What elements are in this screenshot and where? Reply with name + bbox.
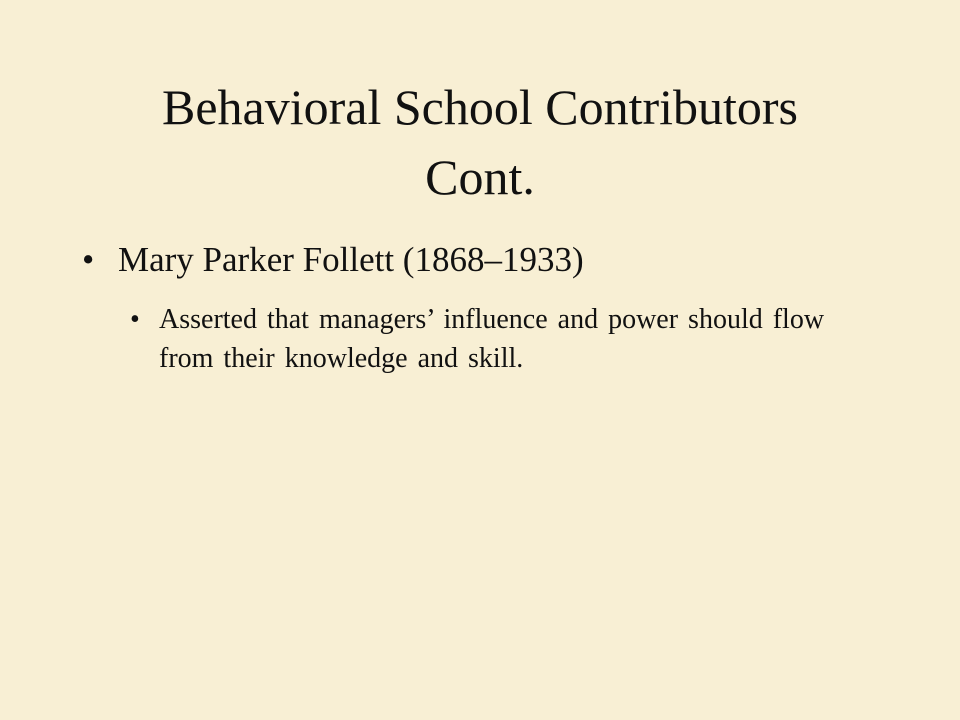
sub-bullet-icon: • bbox=[130, 304, 140, 335]
slide-title bbox=[80, 72, 880, 212]
bullet-text: Mary Parker Follett (1868–1933) bbox=[118, 240, 584, 279]
bullet-list bbox=[0, 238, 960, 378]
bullet-icon: • bbox=[82, 240, 95, 279]
sub-bullet-item bbox=[130, 300, 849, 378]
sub-bullet-text: Asserted that managers’ influence and power should flow from their knowledge and skill. bbox=[159, 304, 825, 374]
slide-title-line-2: Cont. bbox=[425, 149, 535, 205]
slide-title-line-1: Behavioral School Contributors bbox=[161, 79, 799, 135]
bullet-item bbox=[82, 238, 960, 282]
